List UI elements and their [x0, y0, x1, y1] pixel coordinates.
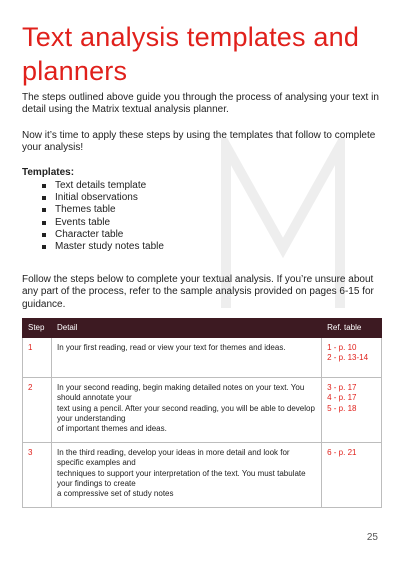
detail-line: In your first reading, read or view your text for themes and ideas.: [56, 343, 286, 353]
table-row: [23, 443, 382, 508]
header-ref: Ref. table: [322, 319, 382, 338]
steps-table: [22, 318, 382, 508]
detail-line: text using a pencil. After your second reading, you will be able to develop your understanding: [56, 403, 315, 423]
ref-cell: [322, 378, 382, 443]
detail-line: of important themes and ideas.: [56, 424, 167, 434]
table-header-row: [23, 319, 382, 338]
ref-cell: [322, 443, 382, 508]
intro-paragraph: The steps outlined above guide you through the process of analysing your text in detail using the Matrix textual analysis planner.: [22, 92, 379, 116]
step-number: 2: [23, 378, 52, 443]
ref-cell: [322, 338, 382, 378]
ref-item: 2 - p. 13-14: [327, 353, 369, 363]
step-detail: [51, 338, 321, 378]
templates-list-item: Character table: [42, 229, 164, 241]
templates-list: [42, 180, 164, 253]
templates-list-item: Text details template: [42, 180, 164, 192]
ref-item: 1 - p. 10: [327, 343, 357, 353]
templates-list-item: Events table: [42, 217, 164, 229]
header-step: Step: [23, 319, 52, 338]
ref-item: 4 - p. 17: [327, 393, 357, 403]
ref-item: 6 - p. 21: [327, 448, 357, 458]
apply-paragraph: Now it’s time to apply these steps by using the templates that follow to complete your analysis!: [22, 130, 376, 154]
detail-line: In the third reading, develop your ideas in more detail and look for specific examples and: [56, 448, 290, 468]
follow-paragraph: Follow the steps below to complete your textual analysis. If you’re unsure about any part of the process, refer to the sample analysis provided on pages 6-15 for guidance.: [22, 274, 374, 310]
table-row: [23, 378, 382, 443]
step-detail: [51, 378, 321, 443]
step-detail: [51, 443, 321, 508]
page-number: 25: [366, 532, 378, 543]
ref-item: 3 - p. 17: [327, 383, 357, 393]
templates-list-item: Initial observations: [42, 192, 164, 204]
ref-item: 5 - p. 18: [327, 403, 357, 413]
table-row: [23, 338, 382, 378]
detail-line: a compressive set of study notes: [56, 489, 174, 499]
templates-heading: Templates:: [22, 167, 75, 178]
templates-list-item: Themes table: [42, 204, 164, 216]
templates-list-item: Master study notes table: [42, 241, 164, 253]
header-detail: Detail: [51, 319, 321, 338]
step-number: 3: [23, 443, 52, 508]
detail-line: In your second reading, begin making detailed notes on your text. You should annotate your: [56, 383, 305, 403]
step-number: 1: [23, 338, 52, 378]
detail-line: techniques to support your interpretation of the text. You must tabulate your findings to create: [56, 468, 306, 488]
page-title: Text analysis templates and planners: [22, 22, 360, 86]
